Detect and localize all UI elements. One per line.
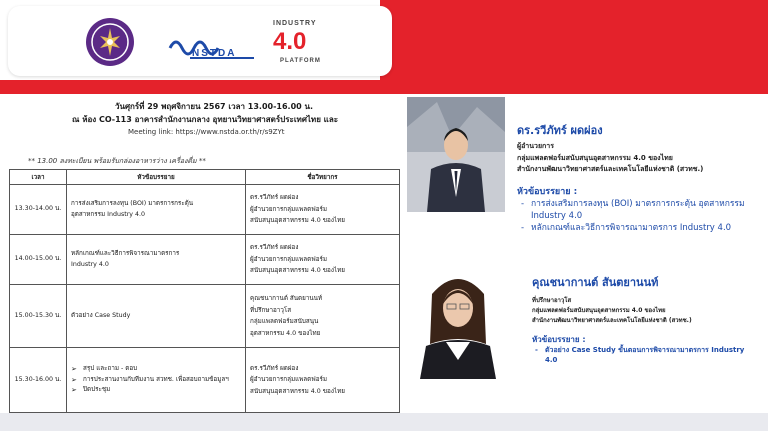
bullet-item: ➢ การประสานงานกับทีมงาน สวทช. เพื่อสอบถามข้อมูลฯ: [71, 375, 241, 386]
event-venue: ณ ห้อง CO-113 อาคารสำนักงานกลาง อุทยานวิทยาศาสตร์ประเทศไทย และ: [72, 115, 339, 124]
bullet-item: ➢ สรุป และถาม - ตอบ: [71, 364, 241, 375]
speaker2-org: กลุ่มแพลตฟอร์มสนับสนุนอุตสาหกรรม 4.0 ของไทย: [532, 307, 666, 314]
meeting-link[interactable]: Meeting link: https://www.nstda.or.th/r/s9ZYt: [128, 128, 285, 136]
table-row: [10, 348, 400, 413]
industry-version: 4.0: [273, 28, 307, 55]
speaker2-topic-list: [535, 345, 745, 365]
speaker1-agency: สำนักงานพัฒนาวิทยาศาสตร์และเทคโนโลยีแห่งชาติ (สวทช.): [517, 165, 704, 173]
row-speaker: ดร.รวีภัทร์ ผดผ่อง ผู้อำนวยการกลุ่มแพลตฟอร์ม สนับสนุนอุตสาหกรรม 4.0 ของไทย: [246, 235, 400, 285]
header-red-band: [380, 0, 768, 92]
row-topic: การส่งเสริมการลงทุน (BOI) มาตรการกระตุ้น อุตสาหกรรม Industry 4.0: [67, 185, 246, 235]
list-item: - การส่งเสริมการลงทุน (BOI) มาตรการกระตุ้น อุตสาหกรรม Industry 4.0: [521, 198, 763, 222]
speaker1-topic-list: [521, 198, 763, 234]
row-topic: [67, 348, 246, 413]
row-topic: ตัวอย่าง Case Study: [67, 285, 246, 348]
speaker2-role: ที่ปรึกษาอาวุโส: [532, 297, 572, 304]
schedule-table: [9, 169, 400, 413]
closing-bullets: [71, 364, 241, 396]
table-row: [10, 235, 400, 285]
list-item: - หลักเกณฑ์และวิธีการพิจารณามาตรการ Industry 4.0: [521, 222, 763, 234]
speaker1-org: กลุ่มแพลตฟอร์มสนับสนุนอุตสาหกรรม 4.0 ของไทย: [517, 154, 673, 162]
logo-card: [8, 6, 392, 76]
speaker2-name: คุณชนากานต์ สันตยานนท์: [532, 276, 659, 289]
header-speaker: ชื่อวิทยากร: [246, 170, 400, 185]
table-row: [10, 185, 400, 235]
list-item: - ตัวอย่าง Case Study ขั้นตอนการพิจารณามาตรการ Industry 4.0: [535, 345, 745, 365]
svg-text:NSTDA: NSTDA: [192, 48, 237, 59]
header-time: เวลา: [10, 170, 67, 185]
row-speaker: ดร.รวีภัทร์ ผดผ่อง ผู้อำนวยการกลุ่มแพลตฟอร์ม สนับสนุนอุตสาหกรรม 4.0 ของไทย: [246, 348, 400, 413]
row-time: 15.00-15.30 น.: [10, 285, 67, 348]
nstda-logo-icon: [168, 26, 260, 66]
row-speaker: คุณชนากานต์ สันตยานนท์ ที่ปรึกษาอาวุโส กลุ่มแพลตฟอร์มสนับสนุน อุตสาหกรรม 4.0 ของไทย: [246, 285, 400, 348]
speaker2-agency: สำนักงานพัฒนาวิทยาศาสตร์และเทคโนโลยีแห่งชาติ (สวทช.): [532, 317, 692, 324]
speaker1-photo: [407, 97, 505, 212]
row-topic: หลักเกณฑ์และวิธีการพิจารณามาตรการ Industry 4.0: [67, 235, 246, 285]
speaker1-topic-heading: หัวข้อบรรยาย :: [517, 187, 578, 197]
speaker2-topic-heading: หัวข้อบรรยาย :: [532, 335, 586, 344]
event-date-time: วันศุกร์ที่ 29 พฤศจิกายน 2567 เวลา 13.00-16.00 น.: [115, 102, 313, 111]
table-row: [10, 285, 400, 348]
row-time: 14.00-15.00 น.: [10, 235, 67, 285]
row-speaker: ดร.รวีภัทร์ ผดผ่อง ผู้อำนวยการกลุ่มแพลตฟอร์ม สนับสนุนอุตสาหกรรม 4.0 ของไทย: [246, 185, 400, 235]
industry-label: INDUSTRY: [273, 20, 317, 27]
bullet-item: ➢ ปิดประชุม: [71, 385, 241, 396]
header-topic: หัวข้อบรรยาย: [67, 170, 246, 185]
speaker1-role: ผู้อำนวยการ: [517, 142, 554, 150]
row-time: 15.30-16.00 น.: [10, 348, 67, 413]
speaker2-photo: [412, 264, 504, 379]
speaker1-name: ดร.รวีภัทร์ ผดผ่อง: [517, 124, 603, 137]
table-header-row: [10, 170, 400, 185]
nstda-seal-icon: [86, 18, 134, 66]
registration-note: ** 13.00 ลงทะเบียน พร้อมรับกล่องอาหารว่าง เครื่องดื่ม **: [28, 157, 206, 165]
footer-band: [0, 413, 768, 431]
header-red-strip: [0, 80, 768, 94]
row-time: 13.30-14.00 น.: [10, 185, 67, 235]
platform-label: PLATFORM: [280, 58, 321, 64]
